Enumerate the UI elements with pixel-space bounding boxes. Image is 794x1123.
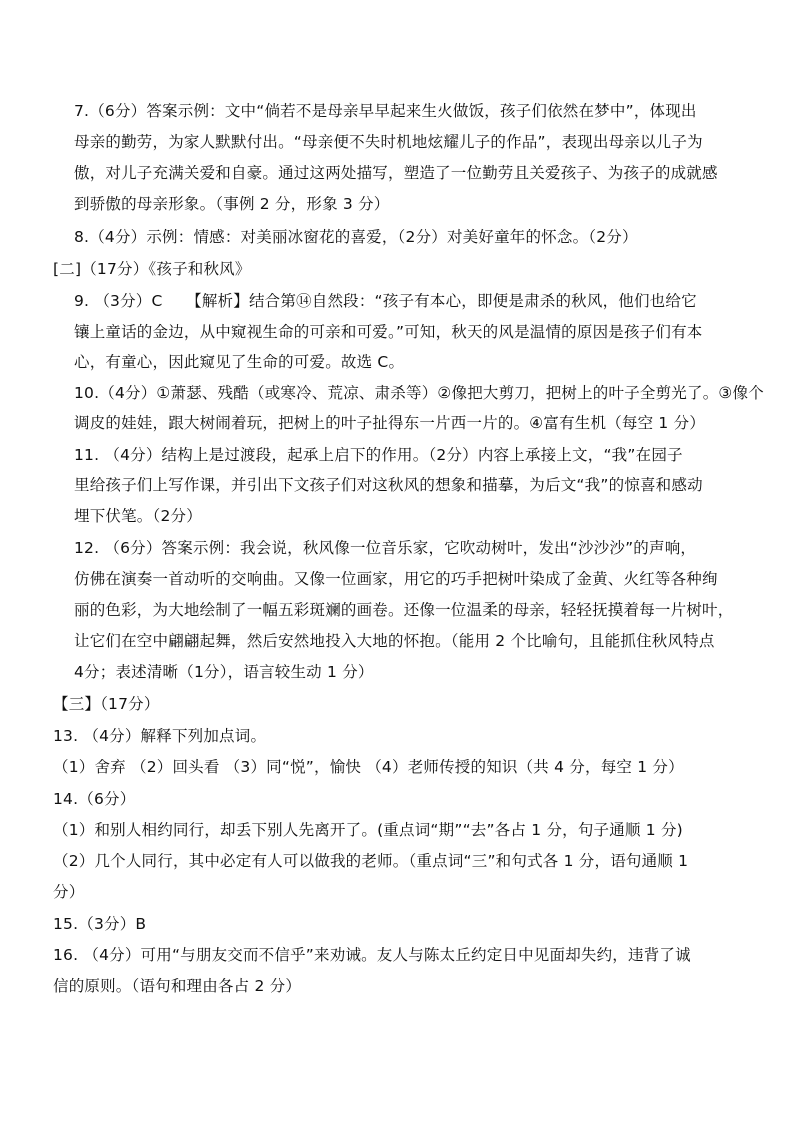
q7-line-2: 母亲的勤劳，为家人默默付出。“母亲便不失时机地炫耀儿子的作品”，表现出母亲以儿子为 bbox=[74, 133, 703, 151]
q16-line-1: 16. （4分）可用“与朋友交而不信乎”来劝诫。友人与陈太丘约定日中见面却失约，违背了诚 bbox=[53, 946, 691, 964]
q12-line-4: 让它们在空中翩翩起舞，然后安然地投入大地的怀抱。（能用 2 个比喻句，且能抓住秋风特点 bbox=[74, 632, 715, 650]
q12-line-3: 丽的色彩，为大地绘制了一幅五彩斑斓的画卷。还像一位温柔的母亲，轻轻抚摸着每一片树叶， bbox=[74, 601, 734, 619]
q12-line-1: 12. （6分）答案示例：我会说，秋风像一位音乐家，它吹动树叶，发出“沙沙沙”的声响， bbox=[74, 539, 697, 557]
q10-line-2: 调皮的娃娃，跟大树闹着玩，把树上的叶子扯得东一片西一片的。④富有生机（每空 1 分） bbox=[74, 414, 706, 432]
q11-line-2: 里给孩子们上写作课，并引出下文孩子们对这秋风的想象和描摹，为后文“我”的惊喜和感动 bbox=[74, 476, 703, 494]
q15-line-1: 15.（3分）B bbox=[53, 915, 147, 933]
q7-line-4: 到骄傲的母亲形象。（事例 2 分，形象 3 分） bbox=[74, 195, 390, 213]
q8-line-1: 8.（4分）示例：情感：对美丽冰窗花的喜爱，（2分）对美好童年的怀念。（2分） bbox=[74, 228, 638, 246]
q14-line-2: （2）几个人同行，其中必定有人可以做我的老师。（重点词“三”和句式各 1 分，语句通顺 1 bbox=[53, 852, 689, 870]
q11-line-1: 11. （4分）结构上是过渡段，起承上启下的作用。（2分）内容上承接上文，“我”在园子 bbox=[74, 446, 683, 464]
q12-line-5: 4分；表述清晰（1分），语言较生动 1 分） bbox=[74, 663, 374, 681]
section-3-heading: 【三】（17分） bbox=[53, 695, 160, 713]
q14-line-1: （1）和别人相约同行，却丢下别人先离开了。(重点词“期”“去”各占 1 分，句子通顺 1 分) bbox=[53, 821, 683, 839]
q13-line-1: 13. （4分）解释下列加点词。 bbox=[53, 727, 267, 745]
q16-line-2: 信的原则。（语句和理由各占 2 分） bbox=[53, 977, 302, 995]
q9-line-2: 镶上童话的金边，从中窥视生命的可亲和可爱。”可知，秋天的风是温情的原因是孩子们有本 bbox=[74, 323, 703, 341]
q12-line-2: 仿佛在演奏一首动听的交响曲。又像一位画家，用它的巧手把树叶染成了金黄、火红等各种绚 bbox=[74, 570, 718, 588]
q9-line-1: 9. （3分）C 【解析】结合第⑭自然段：“孩子有本心，即便是肃杀的秋风，他们也给它 bbox=[74, 292, 697, 310]
q7-line-1: 7.（6分）答案示例：文中“倘若不是母亲早早起来生火做饭，孩子们依然在梦中”，体现出 bbox=[74, 102, 697, 120]
section-2-heading: [二]（17分）《孩子和秋风》 bbox=[53, 260, 251, 278]
q10-line-1: 10.（4分）①萧瑟、残酷（或寒冷、荒凉、肃杀等）②像把大剪刀，把树上的叶子全剪光了。③像个 bbox=[74, 384, 764, 402]
q13-line-2: （1）舍弃 （2）回头看 （3）同“悦”，愉快 （4）老师传授的知识（共 4 分，每空 1 分） bbox=[53, 758, 684, 776]
q11-line-3: 埋下伏笔。（2分） bbox=[74, 507, 202, 525]
q14-heading: 14.（6分） bbox=[53, 790, 136, 808]
q7-line-3: 傲，对儿子充满关爱和自豪。通过这两处描写，塑造了一位勤劳且关爱孩子、为孩子的成就感 bbox=[74, 164, 718, 182]
q14-line-3: 分） bbox=[53, 883, 85, 901]
q9-line-3: 心，有童心，因此窥见了生命的可爱。故选 C。 bbox=[74, 353, 405, 371]
